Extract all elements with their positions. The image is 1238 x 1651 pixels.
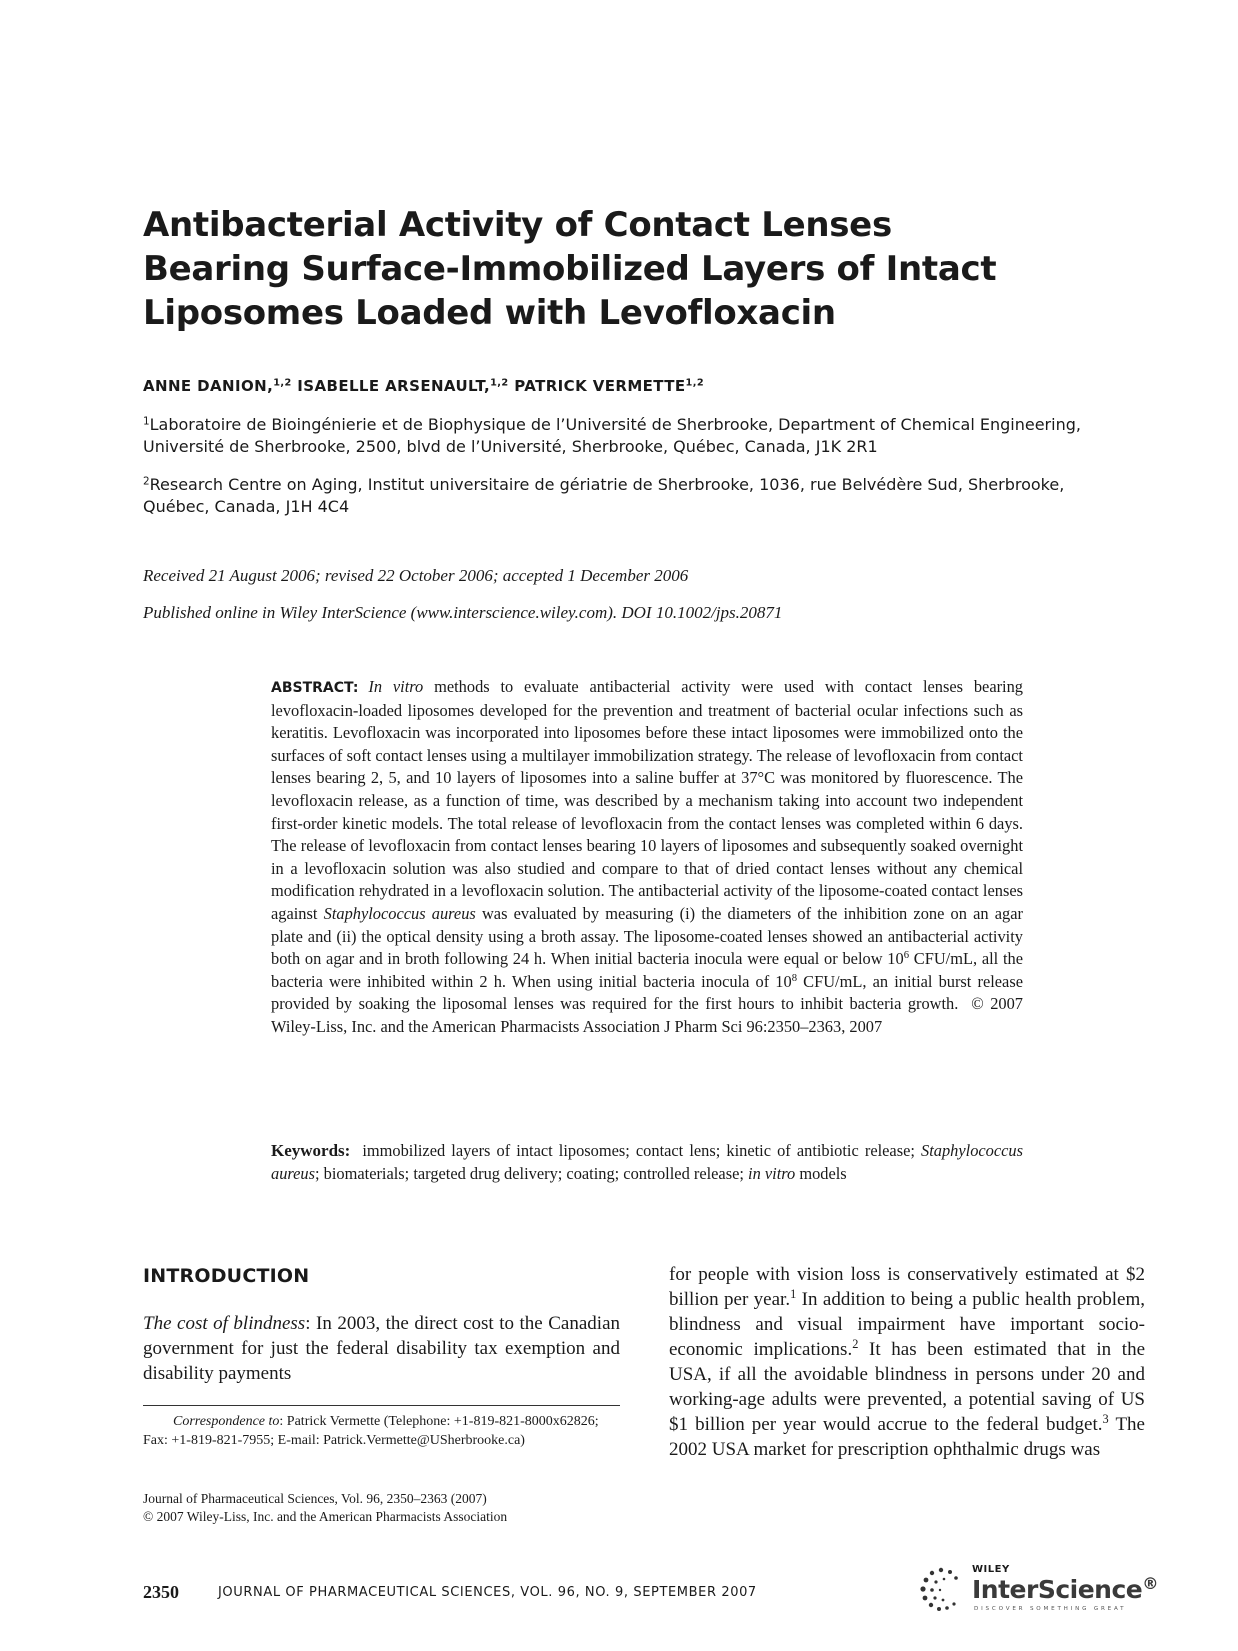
abstract-text: was evaluated by measuring (i) the diameters of the inhibition zone on an agar plate and (ii) the optical density using a broth assay. The liposome-coated lenses showed an antibacterial activity both on agar and in broth following 24 h. When initial bacteria inocula were equal or below 10 xyxy=(271,903,1023,969)
affiliation-2 xyxy=(143,474,1123,518)
page-number: 2350 xyxy=(143,1582,179,1602)
intro-text: It has been estimated that in the USA, if all the avoidable blindness in persons under 20 and working-age adults were prevented, a potential saving of US $1 billion per year would accrue to the federal budget. xyxy=(669,1339,1146,1435)
journal-citation: Journal of Pharmaceutical Sciences, Vol. 96, 2350–2363 (2007) xyxy=(143,1491,487,1506)
abstract-text: CFU/mL, an initial burst release provided by soaking the liposomal lenses was required for the first hours to inhibit bacteria growth. xyxy=(271,971,1023,1014)
keywords-species: Staphylococcus aureus xyxy=(271,1141,1023,1183)
footnote-divider xyxy=(143,1405,620,1406)
logo-name xyxy=(972,1575,1158,1604)
intro-lead: The cost of blindness xyxy=(143,1313,306,1334)
affiliation-sup: 2 xyxy=(143,475,150,488)
journal-reference xyxy=(143,1490,620,1525)
citation-ref: 2 xyxy=(852,1337,859,1352)
intro-paragraph-left xyxy=(143,1311,620,1386)
keywords xyxy=(271,1140,1023,1185)
author-name: PATRICK VERMETTE xyxy=(514,377,686,395)
correspondence-label: Correspondence to xyxy=(173,1414,280,1429)
exponent: 6 xyxy=(903,950,910,962)
keywords-text: models xyxy=(799,1163,847,1183)
intro-text: : In 2003, the direct cost to the Canadian government for just the federal disability tax exemption and disability payments xyxy=(143,1313,620,1384)
keywords-label: Keywords: xyxy=(271,1141,351,1160)
abstract-text: CFU/mL, all the bacteria were inhibited within 2 h. When using initial bacteria inocula of 10 xyxy=(271,949,1024,991)
correspondence-footnote xyxy=(143,1413,620,1450)
publication-info: Published online in Wiley InterScience (www.interscience.wiley.com). DOI 10.1002/jps.20871 xyxy=(143,603,783,622)
keywords-text: immobilized layers of intact liposomes; contact lens; kinetic of antibiotic release; xyxy=(362,1141,915,1160)
author-list xyxy=(143,377,704,395)
citation-ref: 3 xyxy=(1102,1412,1109,1427)
section-heading: INTRODUCTION xyxy=(143,1265,310,1287)
abstract-copyright: © 2007 Wiley-Liss, Inc. and the American Pharmacists Association J Pharm Sci 96:2350–2363, 2007 xyxy=(271,994,1023,1036)
correspondence-text: : Patrick Vermette (Telephone: +1-819-821-8000x62826; Fax: +1-819-821-7955; E-mail: Patrick.Vermette@USherbrooke.ca) xyxy=(143,1414,599,1448)
exponent: 8 xyxy=(791,972,798,984)
logo-wiley-text: WILEY xyxy=(972,1564,1010,1575)
author-affiliation-sup: 1,2 xyxy=(490,377,509,389)
running-footer: JOURNAL OF PHARMACEUTICAL SCIENCES, VOL. 96, NO. 9, SEPTEMBER 2007 xyxy=(218,1585,757,1600)
logo-tagline: DISCOVER SOMETHING GREAT xyxy=(974,1606,1127,1612)
affiliation-1 xyxy=(143,414,1123,458)
wiley-interscience-logo xyxy=(916,1562,1159,1616)
author-affiliation-sup: 1,2 xyxy=(273,377,292,389)
abstract-species: Staphylococcus aureus xyxy=(323,903,476,923)
keywords-text: ; biomaterials; targeted drug delivery; coating; controlled release; xyxy=(315,1163,744,1183)
keywords-italic: in vitro xyxy=(748,1163,796,1183)
author-name: ANNE DANION, xyxy=(143,377,274,395)
affiliation-text: Research Centre on Aging, Institut universitaire de gériatrie de Sherbrooke, 1036, rue Belvédère Sud, Sherbrooke, Québec, Canada, J1H 4C4 xyxy=(143,475,1065,516)
logo-name-text: InterScience xyxy=(972,1575,1143,1604)
received-dates: Received 21 August 2006; revised 22 October 2006; accepted 1 December 2006 xyxy=(143,566,689,585)
citation-ref: 1 xyxy=(790,1287,797,1302)
author-affiliation-sup: 1,2 xyxy=(685,377,705,389)
affiliation-sup: 1 xyxy=(143,415,150,428)
intro-paragraph-right xyxy=(669,1262,1145,1462)
article-title: Antibacterial Activity of Contact Lenses Bearing Surface-Immobilized Layers of Intact Liposomes Loaded with Levofloxacin xyxy=(143,205,997,333)
affiliation-text: Laboratoire de Bioingénierie et de Biophysique de l’Université de Sherbrooke, Department of Chemical Engineering, Université de Sherbrooke, 2500, blvd de l’Université, Sherbrooke, Québec, Canada, J1K 2R1 xyxy=(143,415,1081,456)
abstract-italic: In vitro xyxy=(368,677,424,696)
abstract xyxy=(271,676,1023,1039)
abstract-text: methods to evaluate antibacterial activity were used with contact lenses bearing levofloxacin-loaded liposomes developed for the prevention and treatment of bacterial ocular infections such as keratitis. Levofloxacin was incorporated into liposomes before these intact liposomes were immobilized onto the surfaces of soft contact lenses using a multilayer immobilization strategy. The release of levofloxacin from contact lenses bearing 2, 5, and 10 layers of liposomes into a saline buffer at 37°C was monitored by fluorescence. The levofloxacin release, as a function of time, was described by a mechanism taking into account two independent first-order kinetic models. The total release of levofloxacin from the contact lenses was completed within 6 days. The release of levofloxacin from contact lenses bearing 10 layers of liposomes and subsequently soaked overnight in a levofloxacin solution was also studied and compare to that of dried contact lenses without any chemical modification rehydrated in a levofloxacin solution. The antibacterial activity of the liposome-coated contact lenses against xyxy=(271,677,1023,923)
abstract-label: ABSTRACT: xyxy=(271,680,359,696)
journal-copyright: © 2007 Wiley-Liss, Inc. and the American Pharmacists Association xyxy=(143,1508,508,1524)
author-name: ISABELLE ARSENAULT, xyxy=(297,377,491,395)
interscience-swirl-icon xyxy=(916,1562,966,1616)
intro-text: for people with vision loss is conservatively estimated at $2 billion per year. xyxy=(669,1264,1145,1310)
intro-text: In addition to being a public health problem, blindness and visual impairment have important socio-economic implications. xyxy=(669,1289,1145,1360)
logo-registered-mark: ® xyxy=(1142,1574,1159,1594)
intro-text: The 2002 USA market for prescription ophthalmic drugs was xyxy=(669,1414,1145,1460)
